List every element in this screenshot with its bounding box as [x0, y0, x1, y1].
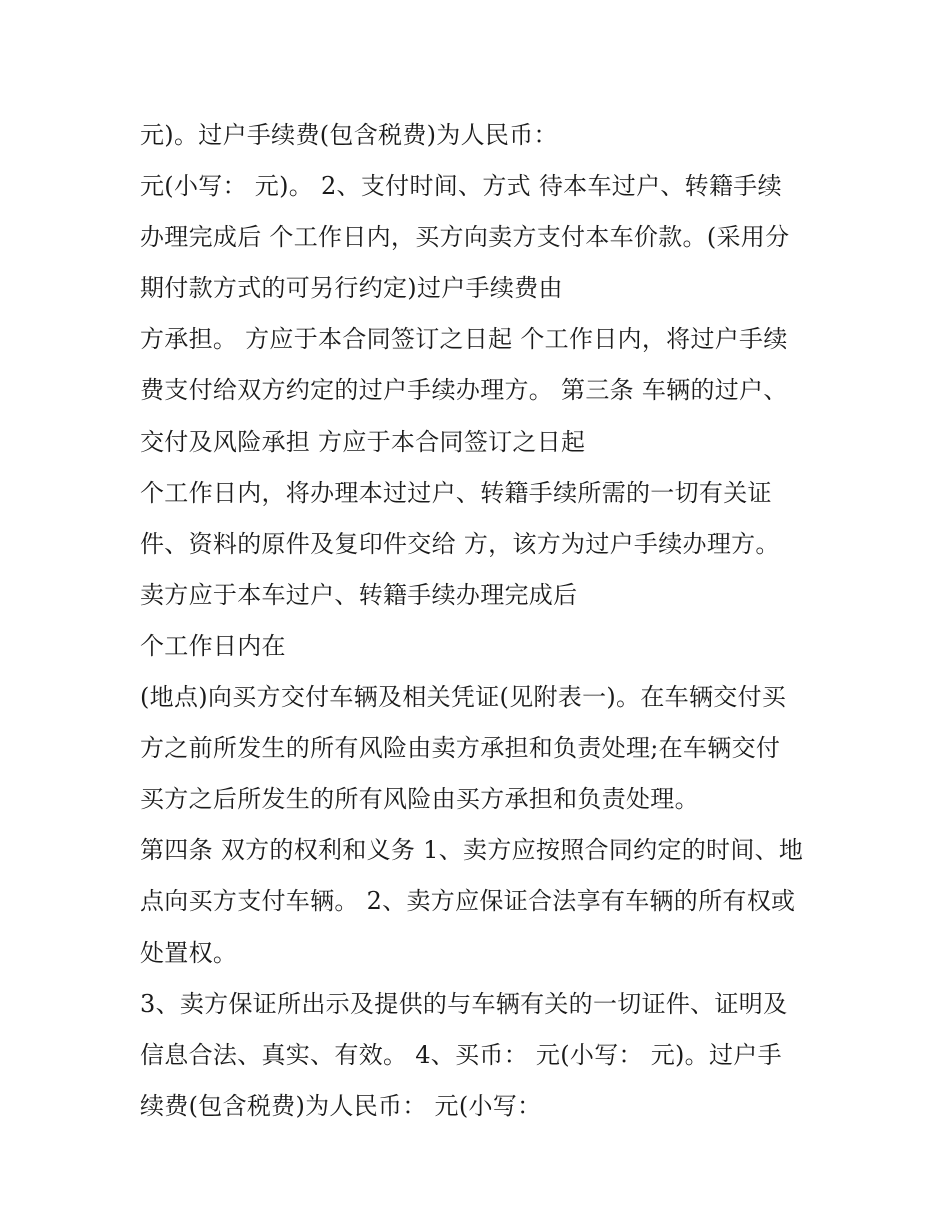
text-line: 费支付给双方约定的过户手续办理方。 第三条 车辆的过户、: [140, 376, 788, 405]
text-line: 件、资料的原件及复印件交给 方，该方为过户手续办理方。: [140, 529, 780, 558]
text-line: 期付款方式的可另行约定)过户手续费由: [140, 274, 563, 303]
text-line: 交付及风险承担 方应于本合同签订之日起: [140, 427, 586, 456]
text-line: 续费(包含税费)为人民币： 元(小写：: [140, 1091, 542, 1120]
text-line: 个工作日内，将办理本过过户、转籍手续所需的一切有关证: [140, 478, 772, 507]
text-line: 元(小写： 元)。 2、支付时间、方式 待本车过户、转籍手续: [140, 172, 782, 201]
text-line: 卖方应于本车过户、转籍手续办理完成后: [140, 580, 578, 609]
text-line: (地点)向买方交付车辆及相关凭证(见附表一)。在车辆交付买: [140, 683, 787, 712]
text-line: 第四条 双方的权利和义务 1、卖方应按照合同约定的时间、地: [140, 836, 804, 865]
text-line: 信息合法、真实、有效。 4、买币： 元(小写： 元)。过户手: [140, 1040, 782, 1069]
text-line: 3、卖方保证所出示及提供的与车辆有关的一切证件、证明及: [140, 989, 788, 1018]
text-line: 方之前所发生的所有风险由卖方承担和负责处理;在车辆交付: [140, 734, 781, 763]
text-line: 方承担。 方应于本合同签订之日起 个工作日内，将过户手续: [140, 325, 788, 354]
text-line: 元)。过户手续费(包含税费)为人民币：: [140, 121, 558, 149]
text-line: 点向买方支付车辆。 2、卖方应保证合法享有车辆的所有权或: [140, 887, 796, 916]
text-line: 个工作日内在: [140, 631, 286, 660]
text-line: 办理完成后 个工作日内，买方向卖方支付本车价款。(采用分: [140, 223, 790, 252]
text-line: 处置权。: [140, 938, 238, 967]
contract-text-body: [140, 110, 820, 1132]
text-line: 买方之后所发生的所有风险由买方承担和负责处理。: [140, 785, 699, 814]
